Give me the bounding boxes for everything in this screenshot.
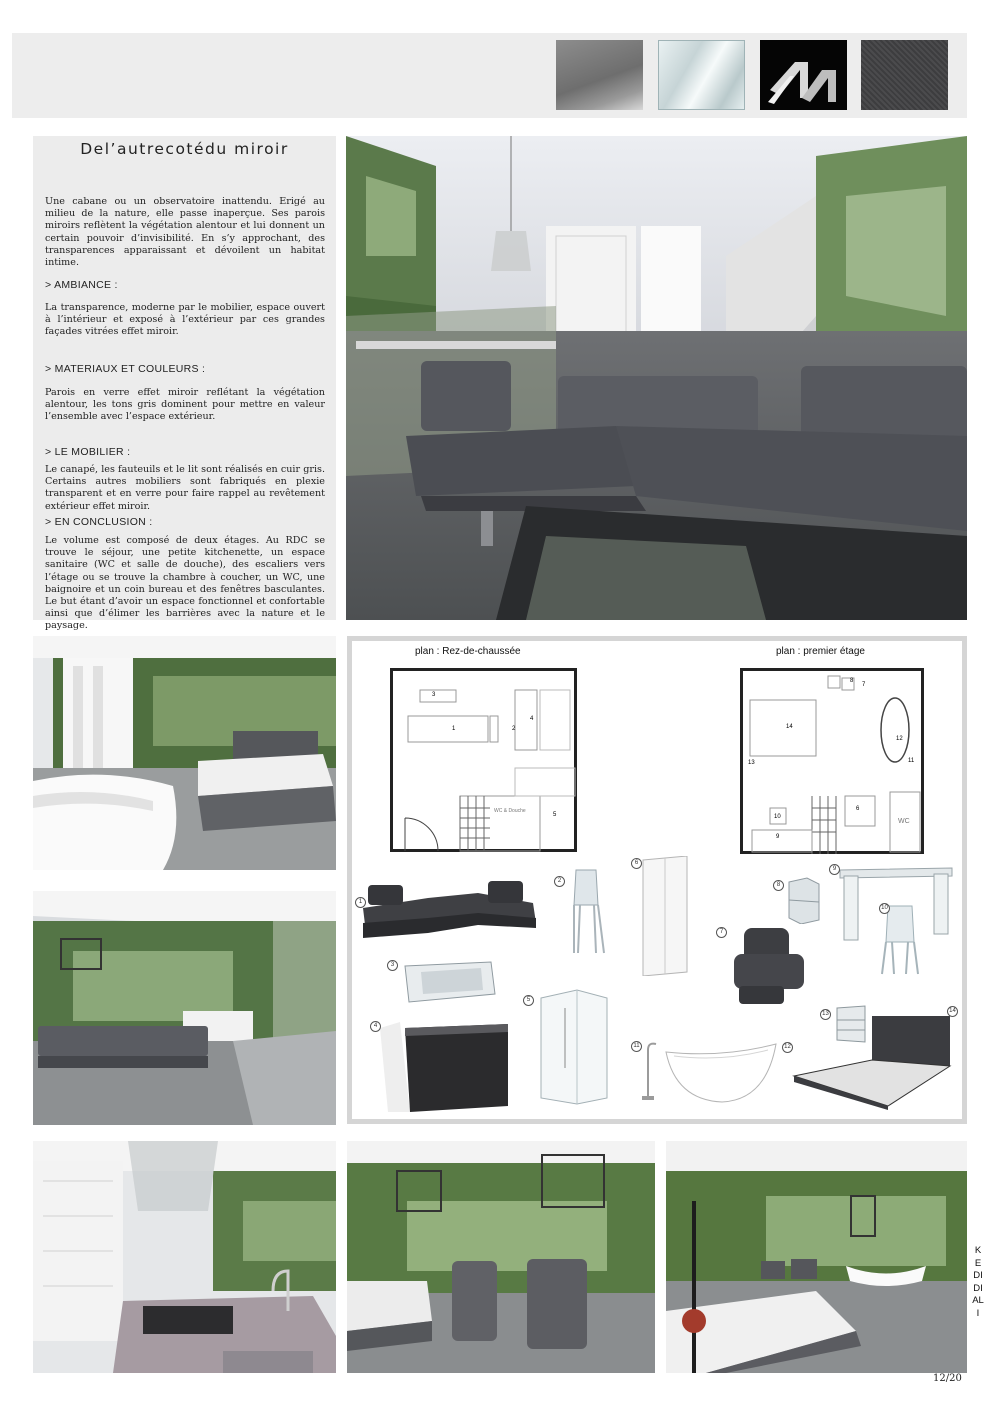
room-label: WC (898, 818, 910, 825)
first-floor-label: plan : premier étage (776, 646, 865, 657)
room-label: 8 (850, 678, 854, 684)
room-label: 6 (856, 806, 860, 812)
text-mobilier: Le canapé, les fauteuils et le lit sont réalisés en cuir gris. Certains autres mobiliers sont fabriqués en plexie transparent et en verre pour faire rappel au revêtement extérieur effet miroir. (45, 464, 325, 512)
furniture-number: 1 (355, 897, 366, 908)
furniture-bar-stool (566, 865, 612, 955)
furniture-wardrobe (641, 856, 689, 976)
intro-paragraph: Une cabane ou un observatoire inattendu. Erigé au milieu de la nature, elle passe inaperçue. Ses parois miroirs reflètent la végétation alentour et lui donnent un certain pouvoir d’invisibilité. En s’y approchant, des transparences apparaissant et dévoilent un habitat intime. (45, 196, 325, 269)
room-label: 2 (512, 726, 516, 732)
room-label: 9 (776, 834, 780, 840)
heading-conclusion: > EN CONCLUSION : (45, 516, 153, 528)
heading-mobilier: > LE MOBILIER : (45, 446, 131, 458)
render-bedroom-bathtub (33, 636, 336, 870)
room-label: 4 (530, 716, 534, 722)
heading-ambiance: > AMBIANCE : (45, 279, 118, 291)
room-label: 12 (896, 736, 903, 742)
material-swatch-aluminium-profile (760, 40, 847, 110)
furniture-bathtub (662, 1040, 780, 1106)
room-label: 1 (452, 726, 456, 732)
furniture-kitchenette (380, 1018, 510, 1112)
furniture-number: 2 (554, 876, 565, 887)
first-floor-plan (740, 668, 924, 854)
furniture-number: 8 (773, 880, 784, 891)
room-label: 11 (908, 758, 915, 764)
furniture-sofa (358, 873, 540, 943)
furniture-number: 12 (782, 1042, 793, 1053)
material-swatch-mirror-glass (658, 40, 745, 110)
furniture-number: 13 (820, 1009, 831, 1020)
render-kitchenette (33, 1141, 336, 1373)
render-reading-corner (347, 1141, 655, 1373)
text-ambiance: La transparence, moderne par le mobilier, espace ouvert à l’intérieur et exposé à l’extérieur par ces grandes façades vitrées effet miroir. (45, 302, 325, 338)
room-label: 3 (432, 692, 436, 698)
furniture-number: 11 (631, 1041, 642, 1052)
material-swatch-grey-fabric (861, 40, 948, 110)
author-credit: KEDIDI ALI (972, 1245, 985, 1319)
furniture-bedside-mirror-cube (787, 876, 821, 924)
heading-materiaux: > MATERIAUX ET COULEURS : (45, 363, 206, 375)
material-swatch-stone (556, 40, 643, 110)
room-label: 5 (553, 812, 557, 818)
furniture-shower-cabin (537, 988, 609, 1106)
furniture-number: 6 (631, 858, 642, 869)
furniture-number: 3 (387, 960, 398, 971)
page-number: 12/20 (933, 1373, 962, 1384)
render-living-room (346, 136, 967, 620)
furniture-number: 9 (829, 864, 840, 875)
furniture-coffee-table (401, 958, 497, 1006)
page-title: Del’autrecotédu miroir (80, 140, 289, 158)
furniture-bed-frame (792, 1014, 954, 1110)
room-label: 10 (774, 814, 781, 820)
ground-floor-plan (390, 668, 577, 852)
text-materiaux: Parois en verre effet miroir reflétant la végétation alentour, les tons gris dominent pour mettre en valeur l’ensemble avec l’espace extérieur. (45, 387, 325, 423)
room-label: 13 (748, 760, 755, 766)
room-label: 14 (786, 724, 793, 730)
ground-floor-label: plan : Rez-de-chaussée (415, 646, 521, 657)
text-conclusion: Le volume est composé de deux étages. Au RDC se trouve le séjour, une petite kitchenette, un espace sanitaire (WC et salle de douche), des escaliers vers l’étage ou se trouve la chambre à coucher, un WC, une baignoire et un coin bureau et des fenêtres basculantes. Le but étant d’avoir un espace fonctionnel et confortable ainsi que d’élimer les barrières avec la nature et le paysage. (45, 535, 325, 632)
furniture-number: 14 (947, 1006, 958, 1017)
furniture-number: 5 (523, 995, 534, 1006)
render-exterior-terrace (33, 891, 336, 1125)
furniture-recliner-armchair (724, 924, 814, 1010)
furniture-number: 4 (370, 1021, 381, 1032)
room-label: WC & Douche (494, 808, 526, 814)
render-bedroom-view (666, 1141, 967, 1373)
room-label: 7 (862, 682, 866, 688)
furniture-number: 7 (716, 927, 727, 938)
furniture-number: 10 (879, 903, 890, 914)
